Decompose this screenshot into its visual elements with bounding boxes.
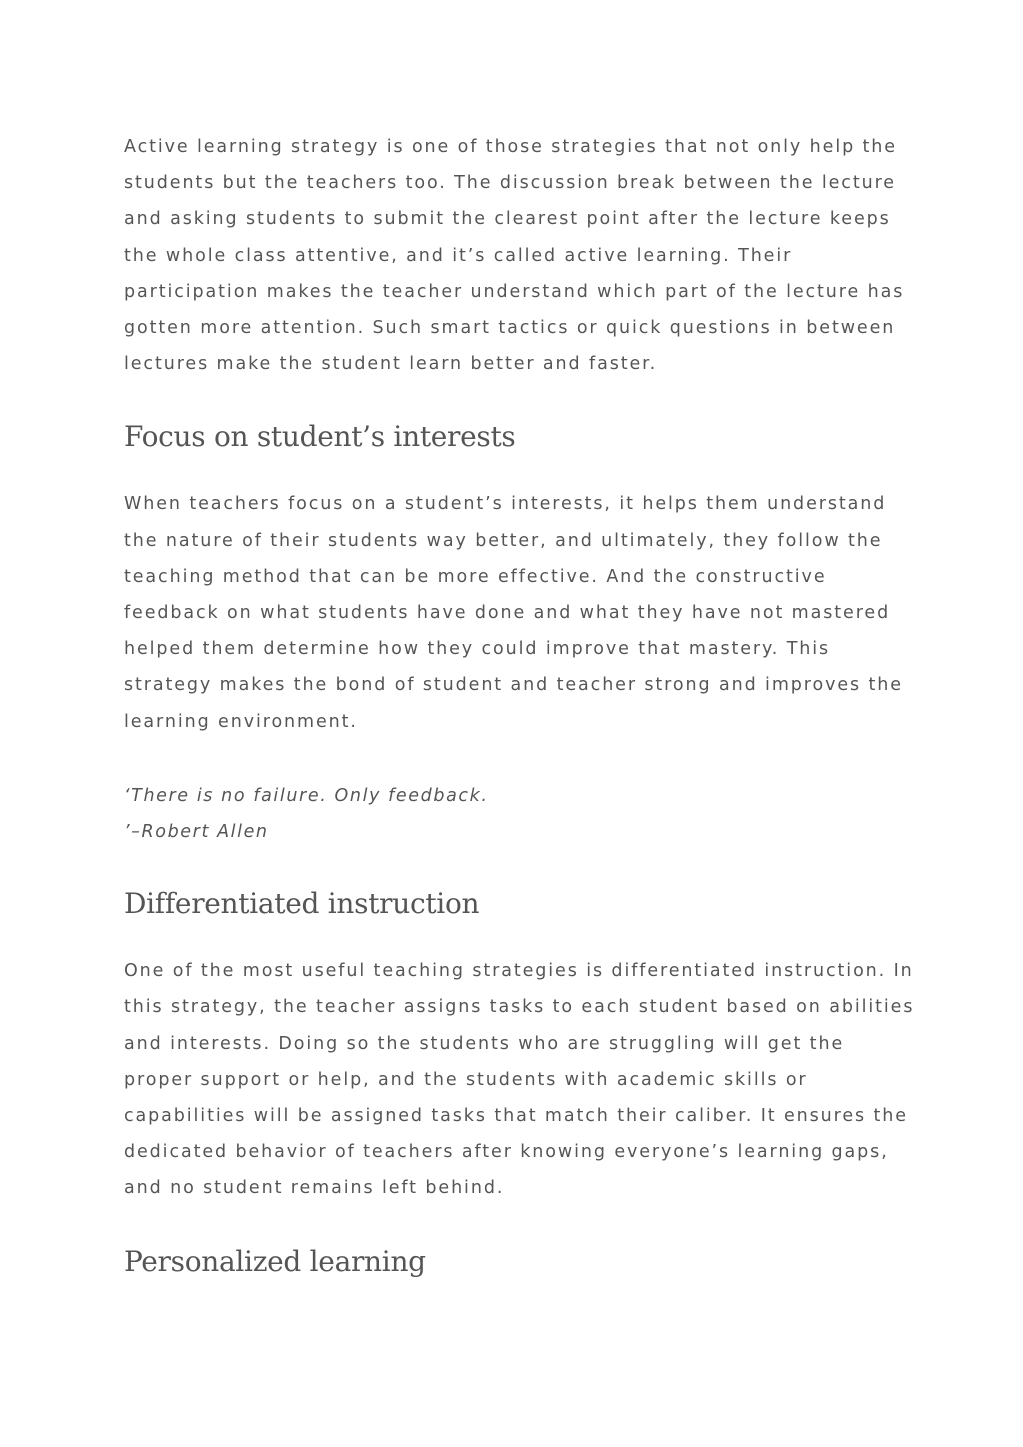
text-line: and no student remains left behind. (124, 1178, 505, 1199)
text-line: helped them determine how they could improve that mastery. This (124, 639, 831, 660)
text-line: participation makes the teacher understand which part of the lecture has (124, 281, 905, 302)
quote-attribution: ’–Robert Allen (124, 822, 269, 843)
text-line: feedback on what students have done and what they have not mastered (124, 603, 891, 624)
document-page (124, 129, 915, 1282)
interests-paragraph (124, 486, 903, 739)
text-line: the nature of their students way better, and ultimately, they follow the (124, 530, 883, 551)
text-line: and interests. Doing so the students who are struggling will get the (124, 1033, 845, 1054)
text-line: One of the most useful teaching strategies is differentiated instruction. In (124, 961, 914, 982)
section-heading-personalized: Personalized learning (124, 1244, 426, 1278)
text-line: lectures make the student learn better and faster. (124, 354, 658, 375)
quote-line: ‘There is no failure. Only feedback. (124, 785, 489, 806)
text-line: this strategy, the teacher assigns tasks to each student based on abilities (124, 997, 915, 1018)
text-line: proper support or help, and the students with academic skills or (124, 1069, 808, 1090)
text-line: and asking students to submit the clearest point after the lecture keeps (124, 209, 891, 230)
text-line: dedicated behavior of teachers after knowing everyone’s learning gaps, (124, 1142, 889, 1163)
differentiated-paragraph (124, 953, 915, 1206)
intro-paragraph (124, 129, 905, 382)
text-line: learning environment. (124, 711, 358, 732)
text-line: teaching method that can be more effective. And the constructive (124, 566, 827, 587)
text-line: strategy makes the bond of student and teacher strong and improves the (124, 675, 903, 696)
text-line: students but the teachers too. The discussion break between the lecture (124, 173, 896, 194)
quote-block (124, 778, 899, 850)
text-line: When teachers focus on a student’s interests, it helps them understand (124, 494, 887, 515)
section-heading-differentiated: Differentiated instruction (124, 887, 480, 921)
text-line: the whole class attentive, and it’s called active learning. Their (124, 245, 793, 266)
text-line: capabilities will be assigned tasks that match their caliber. It ensures the (124, 1106, 908, 1127)
text-line: gotten more attention. Such smart tactics or quick questions in between (124, 318, 896, 339)
section-heading-interests: Focus on student’s interests (124, 420, 516, 454)
text-line: Active learning strategy is one of those strategies that not only help the (124, 137, 897, 157)
